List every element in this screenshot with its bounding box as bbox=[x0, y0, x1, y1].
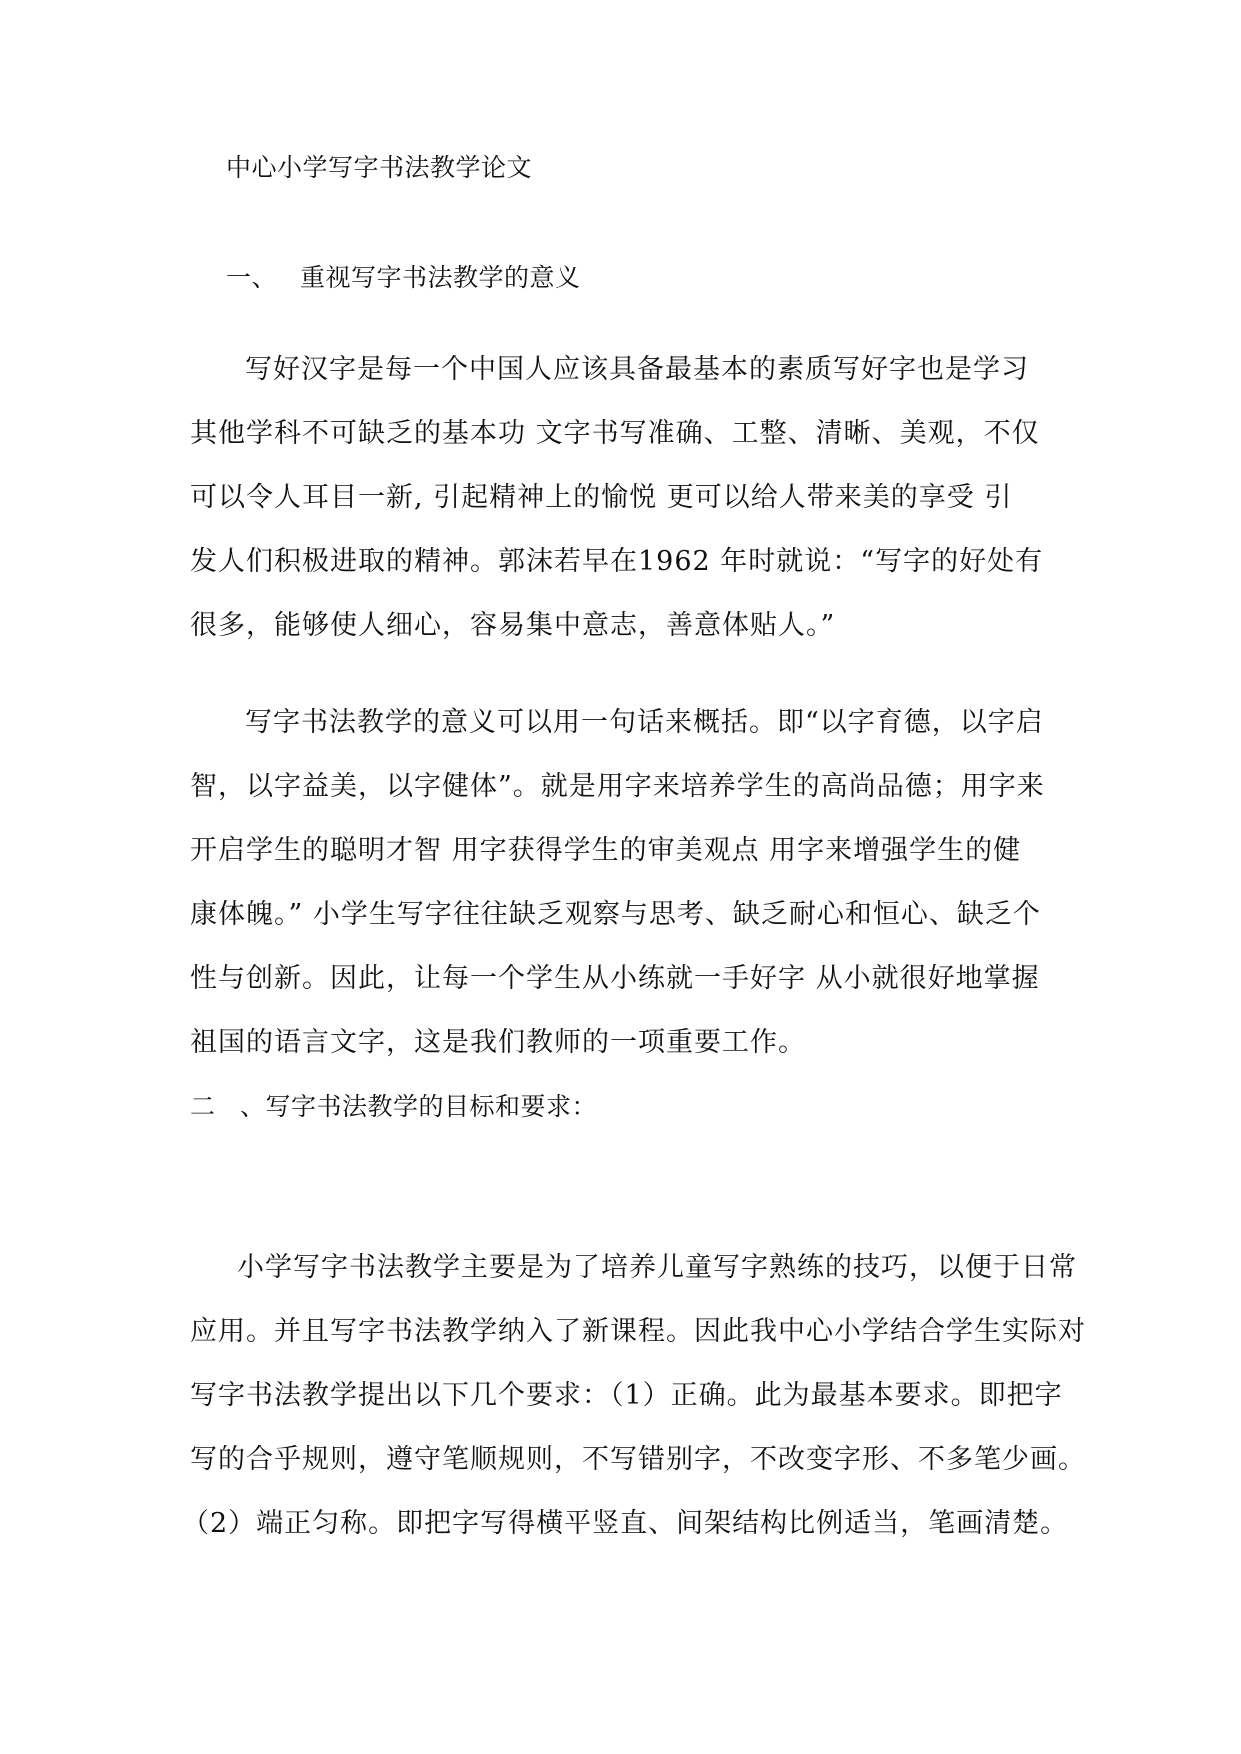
paragraph2-line: 智，以字益美，以字健体”。就是用字来培养学生的高尚品德；用字来 bbox=[190, 771, 1045, 802]
section2-heading: 、写字书法教学的目标和要求： bbox=[240, 1092, 598, 1121]
document-title: 中心小学写字书法教学论文 bbox=[226, 153, 533, 182]
section1-heading: 重视写字书法教学的意义 bbox=[300, 263, 581, 292]
paragraph3-line: 写字书法教学提出以下几个要求：（1）正确。此为最基本要求。即把字 bbox=[190, 1380, 1063, 1411]
paragraph2-line: 祖国的语言文字，这是我们教师的一项重要工作。 bbox=[190, 1027, 806, 1058]
paragraph1-line: 可以令人耳目一新, 引起精神上的愉悦 更可以给人带来美的享受 引 bbox=[190, 482, 1013, 513]
paragraph2-line: 开启学生的聪明才智 用字获得学生的审美观点 用字来增强学生的健 bbox=[190, 835, 1022, 866]
paragraph1-line: 发人们积极进取的精神。郭沫若早在1962 年时就说：“写字的好处有 bbox=[190, 546, 1044, 577]
section1-number: 一、 bbox=[226, 263, 278, 292]
paragraph2-line: 写字书法教学的意义可以用一句话来概括。即“以字育德，以字启 bbox=[245, 707, 1044, 738]
section2-number: 二 bbox=[190, 1092, 216, 1121]
paragraph1-line: 很多，能够使人细心，容易集中意志，善意体贴人。” bbox=[190, 610, 836, 641]
paragraph2-line: 性与创新。因此，让每一个学生从小练就一手好字 从小就很好地掌握 bbox=[190, 963, 1040, 994]
paragraph3-line: 写的合乎规则，遵守笔顺规则，不写错别字，不改变字形、不多笔少画。 bbox=[190, 1444, 1086, 1475]
paragraph1-line: 其他学科不可缺乏的基本功 文字书写准确、工整、清晰、美观，不仅 bbox=[190, 418, 1040, 449]
paragraph1-line: 写好汉字是每一个中国人应该具备最基本的素质写好字也是学习 bbox=[245, 354, 1029, 385]
paragraph2-line: 康体魄。” 小学生写字往往缺乏观察与思考、缺乏耐心和恒心、缺乏个 bbox=[190, 899, 1041, 930]
paragraph3-line: （2）端正匀称。即把字写得横平竖直、间架结构比例适当，笔画清楚。 bbox=[182, 1508, 1069, 1539]
paragraph3-line: 应用。并且写字书法教学纳入了新课程。因此我中心小学结合学生实际对 bbox=[190, 1316, 1086, 1347]
paragraph3-line: 小学写字书法教学主要是为了培养儿童写字熟练的技巧，以便于日常 bbox=[237, 1252, 1077, 1283]
